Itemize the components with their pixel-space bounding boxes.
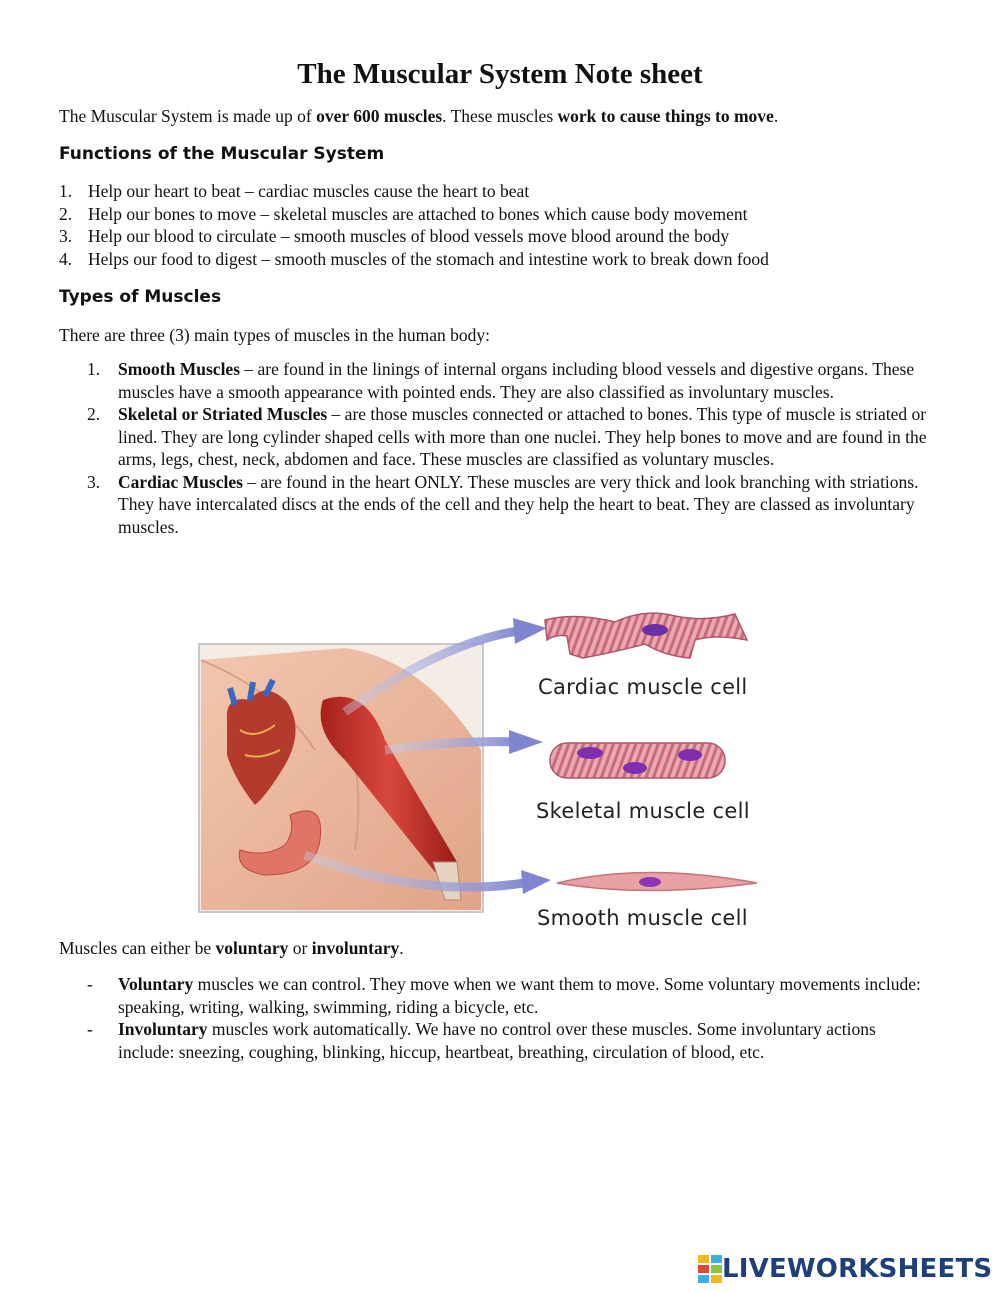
muscle-illustration: [195, 600, 785, 940]
types-intro: There are three (3) main types of muscles in the human body:: [59, 325, 491, 345]
functions-list: [59, 180, 959, 271]
list-item: 1. Help our heart to beat – cardiac muscles cause the heart to beat: [59, 181, 530, 201]
list-item: 1. Smooth Muscles – are found in the linings of internal organs including blood vessels and digestive organs. These muscles have a smooth appearance with pointed ends. They are also classified as involuntary muscles.: [87, 359, 915, 402]
logo-text: LIVEWORKSHEETS: [722, 1254, 993, 1284]
skeletal-cell-icon: [550, 743, 725, 778]
functions-heading: Functions of the Muscular System: [59, 144, 385, 164]
list-item: 2. Help our bones to move – skeletal muscles are attached to bones which cause body movement: [59, 203, 748, 224]
control-paragraph: Muscles can either be voluntary or involuntary.: [59, 938, 404, 958]
types-heading: Types of Muscles: [59, 287, 222, 307]
liveworksheets-logo[interactable]: [698, 1254, 992, 1284]
page-title: The Muscular System Note sheet: [297, 58, 703, 90]
cardiac-label: Cardiac muscle cell: [538, 675, 748, 699]
control-list: [87, 973, 927, 1063]
intro-paragraph: The Muscular System is made up of over 600 muscles. These muscles work to cause things to move.: [59, 106, 779, 126]
list-item: 3. Help our blood to circulate – smooth muscles of blood vessels move blood around the body: [59, 226, 730, 247]
smooth-cell-icon: [557, 873, 757, 891]
list-item: 3. Cardiac Muscles – are found in the heart ONLY. These muscles are very thick and look branching with striations. They have intercalated discs at the ends of the cell and they help the heart to beat. They are classed as involuntary muscles.: [87, 471, 919, 537]
cardiac-cell-icon: [545, 613, 747, 658]
skeletal-label: Skeletal muscle cell: [536, 799, 750, 823]
list-item: 2. Skeletal or Striated Muscles – are those muscles connected or attached to bones. This type of muscle is striated or lined. They are long cylinder shaped cells with more than one nuclei. They help bones to move and are found in the arms, legs, chest, neck, abdomen and face. These muscles are classified as voluntary muscles.: [87, 404, 927, 469]
list-item: - Involuntary muscles work automatically. We have no control over these muscles. Some involuntary actions include: sneezing, coughing, blinking, hiccup, heartbeat, breathing, circulation of blood, etc.: [87, 1019, 876, 1062]
types-list: [87, 358, 947, 538]
list-item: - Voluntary muscles we can control. They move when we want them to move. Some voluntary movements include: speaking, writing, walking, swimming, riding a bicycle, etc.: [87, 974, 921, 1017]
muscle-types-figure: [195, 600, 785, 940]
list-item: 4. Helps our food to digest – smooth muscles of the stomach and intestine work to break down food: [59, 249, 769, 270]
smooth-label: Smooth muscle cell: [537, 906, 748, 930]
logo-blocks-icon: [698, 1255, 722, 1283]
